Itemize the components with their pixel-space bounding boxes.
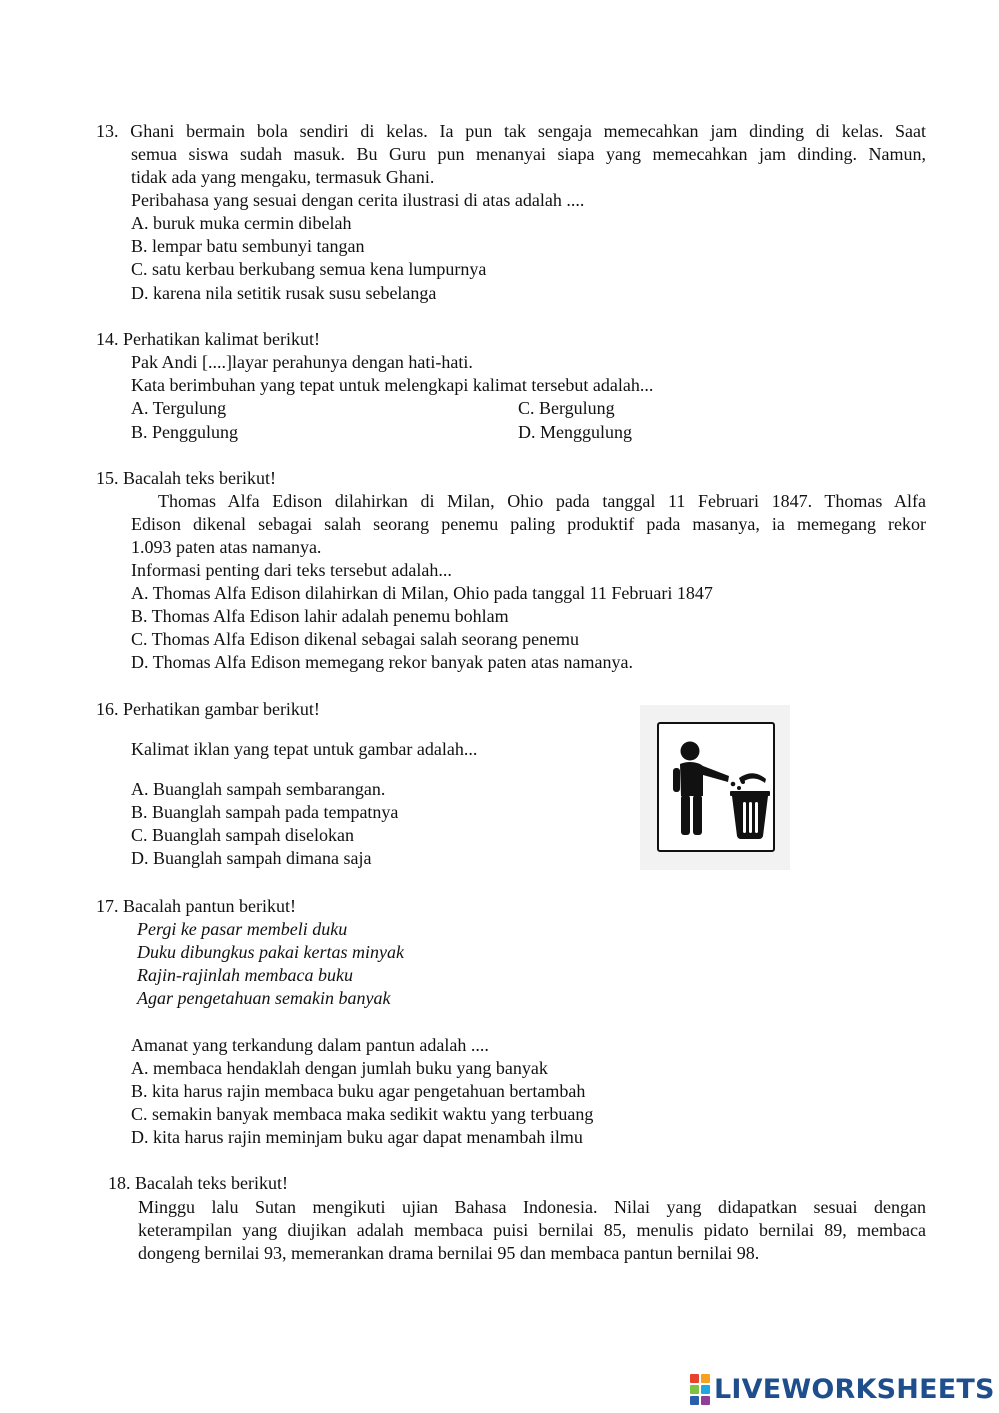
q14-option-d[interactable]: D. Menggulung [518, 422, 632, 442]
q14-option-c[interactable]: C. Bergulung [518, 398, 615, 418]
q17-heading: 17. Bacalah pantun berikut! [96, 896, 296, 916]
q18-text-line-3: dongeng bernilai 93, memerankan drama bernilai 95 dan membaca pantun bernilai 98. [138, 1243, 760, 1263]
q15-option-b[interactable]: B. Thomas Alfa Edison lahir adalah penemu bohlam [131, 606, 509, 626]
logo-text: LIVEWORKSHEETS [714, 1373, 995, 1405]
logo-tile [690, 1396, 699, 1405]
dispose-trash-in-bin-icon [659, 724, 773, 850]
q18-text-line-2: keterampilan yang diujikan adalah membaca puisi bernilai 85, menulis pidato bernilai 89, membaca [138, 1220, 926, 1240]
q17-prompt: Amanat yang terkandung dalam pantun adalah .... [131, 1035, 489, 1055]
q16-option-d[interactable]: D. Buanglah sampah dimana saja [131, 848, 372, 868]
pantun-line-1: Pergi ke pasar membeli duku [137, 919, 348, 939]
logo-tile [701, 1385, 710, 1394]
logo-tiles-icon [690, 1374, 710, 1405]
logo-tile [701, 1374, 710, 1383]
q15-option-d[interactable]: D. Thomas Alfa Edison memegang rekor banyak paten atas namanya. [131, 652, 634, 672]
q15-text-line-2: Edison dikenal sebagai salah seorang penemu paling produktif pada masanya, ia memegang rekor [131, 514, 926, 534]
q16-option-a[interactable]: A. Buanglah sampah sembarangan. [131, 779, 386, 799]
sign-frame [657, 722, 775, 852]
q14-heading: 14. Perhatikan kalimat berikut! [96, 329, 320, 349]
q13-option-d[interactable]: D. karena nila setitik rusak susu sebelanga [131, 283, 437, 303]
q15-option-a[interactable]: A. Thomas Alfa Edison dilahirkan di Milan, Ohio pada tanggal 11 Februari 1847 [131, 583, 713, 603]
q17-option-b[interactable]: B. kita harus rajin membaca buku agar pengetahuan bertambah [131, 1081, 586, 1101]
q15-option-c[interactable]: C. Thomas Alfa Edison dikenal sebagai salah seorang penemu [131, 629, 580, 649]
q13-line-3: tidak ada yang mengaku, termasuk Ghani. [131, 167, 435, 187]
logo-tile [690, 1374, 699, 1383]
q17-option-d[interactable]: D. kita harus rajin meminjam buku agar dapat menambah ilmu [131, 1127, 583, 1147]
pantun-line-4: Agar pengetahuan semakin banyak [137, 988, 391, 1008]
q15-heading: 15. Bacalah teks berikut! [96, 468, 276, 488]
q14-sentence: Pak Andi [....]layar perahunya dengan hati-hati. [131, 352, 473, 372]
q13-line-2: semua siswa sudah masuk. Bu Guru pun menanyai siapa yang memecahkan jam dinding. Namun, [131, 144, 926, 164]
logo-tile [690, 1385, 699, 1394]
pantun-line-3: Rajin-rajinlah membaca buku [137, 965, 353, 985]
q16-prompt: Kalimat iklan yang tepat untuk gambar adalah... [131, 739, 478, 759]
logo-tile [701, 1396, 710, 1405]
q13-option-c[interactable]: C. satu kerbau berkubang semua kena lumpurnya [131, 259, 487, 279]
q13-option-a[interactable]: A. buruk muka cermin dibelah [131, 213, 352, 233]
q14-prompt: Kata berimbuhan yang tepat untuk melengkapi kalimat tersebut adalah... [131, 375, 654, 395]
liveworksheets-logo [690, 1372, 995, 1406]
q17-option-a[interactable]: A. membaca hendaklah dengan jumlah buku yang banyak [131, 1058, 548, 1078]
q18-text-line-1: Minggu lalu Sutan mengikuti ujian Bahasa Indonesia. Nilai yang didapatkan sesuai dengan [138, 1197, 926, 1217]
pantun-line-2: Duku dibungkus pakai kertas minyak [137, 942, 404, 962]
q18-heading: 18. Bacalah teks berikut! [108, 1173, 288, 1193]
q13-line-1: 13. Ghani bermain bola sendiri di kelas. Ia pun tak sengaja memecahkan jam dinding di kelas. Saat [96, 121, 926, 141]
q14-option-a[interactable]: A. Tergulung [131, 398, 227, 418]
q17-option-c[interactable]: C. semakin banyak membaca maka sedikit waktu yang terbuang [131, 1104, 594, 1124]
q14-option-b[interactable]: B. Penggulung [131, 422, 239, 442]
q13-prompt: Peribahasa yang sesuai dengan cerita ilustrasi di atas adalah .... [131, 190, 585, 210]
q16-option-c[interactable]: C. Buanglah sampah diselokan [131, 825, 354, 845]
q15-text-line-3: 1.093 paten atas namanya. [131, 537, 322, 557]
q13-option-b[interactable]: B. lempar batu sembunyi tangan [131, 236, 365, 256]
q16-heading: 16. Perhatikan gambar berikut! [96, 699, 320, 719]
trash-sign-illustration [640, 705, 790, 870]
q15-text-line-1: Thomas Alfa Edison dilahirkan di Milan, Ohio pada tanggal 11 Februari 1847. Thomas Alfa [158, 491, 926, 511]
q16-option-b[interactable]: B. Buanglah sampah pada tempatnya [131, 802, 399, 822]
q15-prompt: Informasi penting dari teks tersebut adalah... [131, 560, 452, 580]
